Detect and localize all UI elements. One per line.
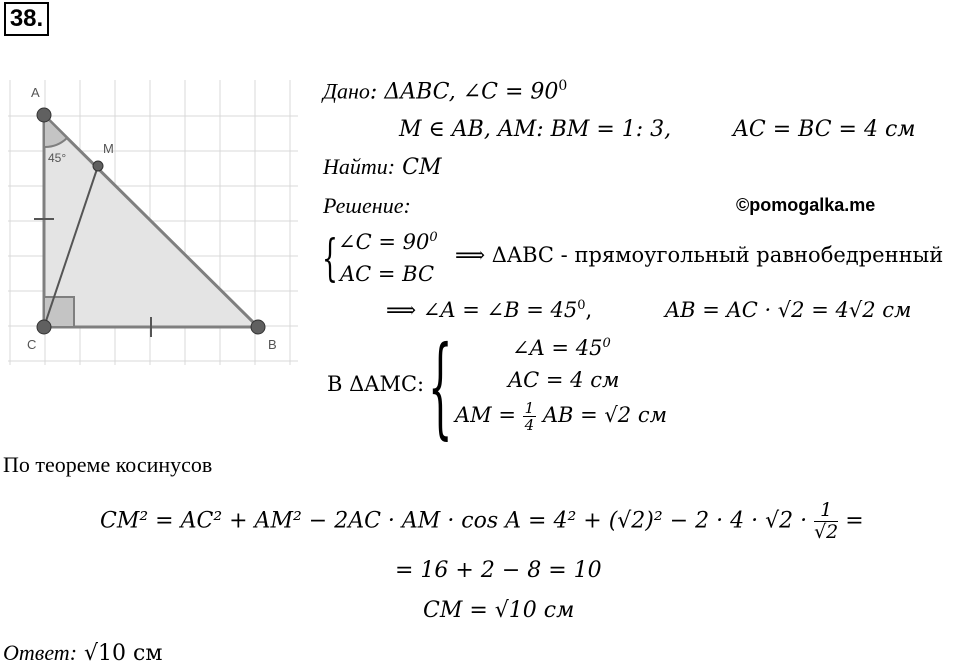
answer-label: Ответ: bbox=[3, 640, 78, 665]
label-a: A bbox=[31, 85, 40, 100]
system1-row1-degree: 0 bbox=[429, 230, 438, 245]
formula-1-frac-den: √2 bbox=[814, 521, 839, 543]
angle-label: 45° bbox=[48, 151, 67, 165]
given-degree: 0 bbox=[558, 78, 568, 94]
angles-line-2: AB = AC · √2 = 4√2 см bbox=[665, 298, 912, 322]
given-line-2b bbox=[733, 117, 916, 142]
answer-line bbox=[3, 640, 162, 666]
system1-row1-text: ∠C = 90 bbox=[338, 230, 430, 254]
cosine-theorem-text: По теореме косинусов bbox=[3, 452, 213, 477]
given-text: : ΔABC, ∠C = 90 bbox=[369, 79, 559, 105]
find-line bbox=[323, 154, 441, 180]
system2-row3-right: AB = √2 см bbox=[542, 403, 668, 427]
formula-1-main: CM² = AC² + AM² − 2AC · AM · cos A = 4² + (√2)² − 2 · 4 · √2 · bbox=[100, 508, 808, 534]
label-m: M bbox=[103, 141, 114, 156]
system2-frac-num: 1 bbox=[524, 399, 535, 417]
given-sides: AC = BC = 4 см bbox=[733, 117, 916, 142]
system2-frac-den: 4 bbox=[524, 416, 535, 434]
formula-1-equals: = bbox=[845, 508, 864, 534]
solution-label: Решение: bbox=[323, 193, 411, 218]
angles-line-1 bbox=[386, 298, 592, 322]
formula-3: CM = √10 см bbox=[423, 598, 575, 623]
system1-row1 bbox=[338, 230, 438, 254]
point-m bbox=[93, 161, 103, 171]
system2-row1-text: ∠A = 45 bbox=[512, 336, 603, 360]
find-label: Найти: bbox=[323, 154, 396, 179]
triangle-figure bbox=[0, 75, 310, 375]
angles-comma: , bbox=[585, 298, 593, 322]
system2-prefix: В ΔAMC: bbox=[327, 372, 425, 396]
system1-brace: { bbox=[322, 229, 338, 287]
formula-1 bbox=[100, 500, 864, 543]
point-c bbox=[37, 320, 51, 334]
formula-1-fraction bbox=[814, 500, 838, 543]
answer-value: √10 см bbox=[84, 641, 163, 666]
system2-row1 bbox=[512, 336, 611, 360]
system2-row3-left: AM = bbox=[455, 403, 516, 427]
watermark: ©pomogalka.me bbox=[736, 195, 876, 215]
system1-row2: AC = BC bbox=[340, 262, 435, 286]
formula-1-frac-num: 1 bbox=[814, 500, 838, 522]
system2-row1-degree: 0 bbox=[602, 336, 611, 351]
given-line-2 bbox=[399, 117, 671, 142]
given-label: Дано bbox=[323, 78, 370, 104]
find-value: CM bbox=[402, 155, 442, 180]
system1-result: ⟹ ΔABC - прямоугольный равнобедренный bbox=[455, 243, 944, 267]
problem-number: 38. bbox=[4, 2, 49, 36]
label-b: B bbox=[268, 337, 277, 352]
point-a bbox=[37, 108, 51, 122]
formula-2: = 16 + 2 − 8 = 10 bbox=[395, 558, 602, 583]
system2-fraction bbox=[523, 400, 537, 433]
label-c: C bbox=[27, 337, 37, 352]
angles-text: ⟹ ∠A = ∠B = 45 bbox=[386, 298, 578, 322]
system2-row3 bbox=[455, 400, 667, 433]
given-ratio: M ∈ AB, AM: BM = 1: 3, bbox=[399, 117, 672, 142]
system2-brace: { bbox=[428, 322, 453, 450]
given-line-1 bbox=[323, 78, 567, 104]
system2-row2: AC = 4 см bbox=[508, 368, 620, 392]
angles-degree: 0 bbox=[577, 298, 586, 313]
point-b bbox=[251, 320, 265, 334]
